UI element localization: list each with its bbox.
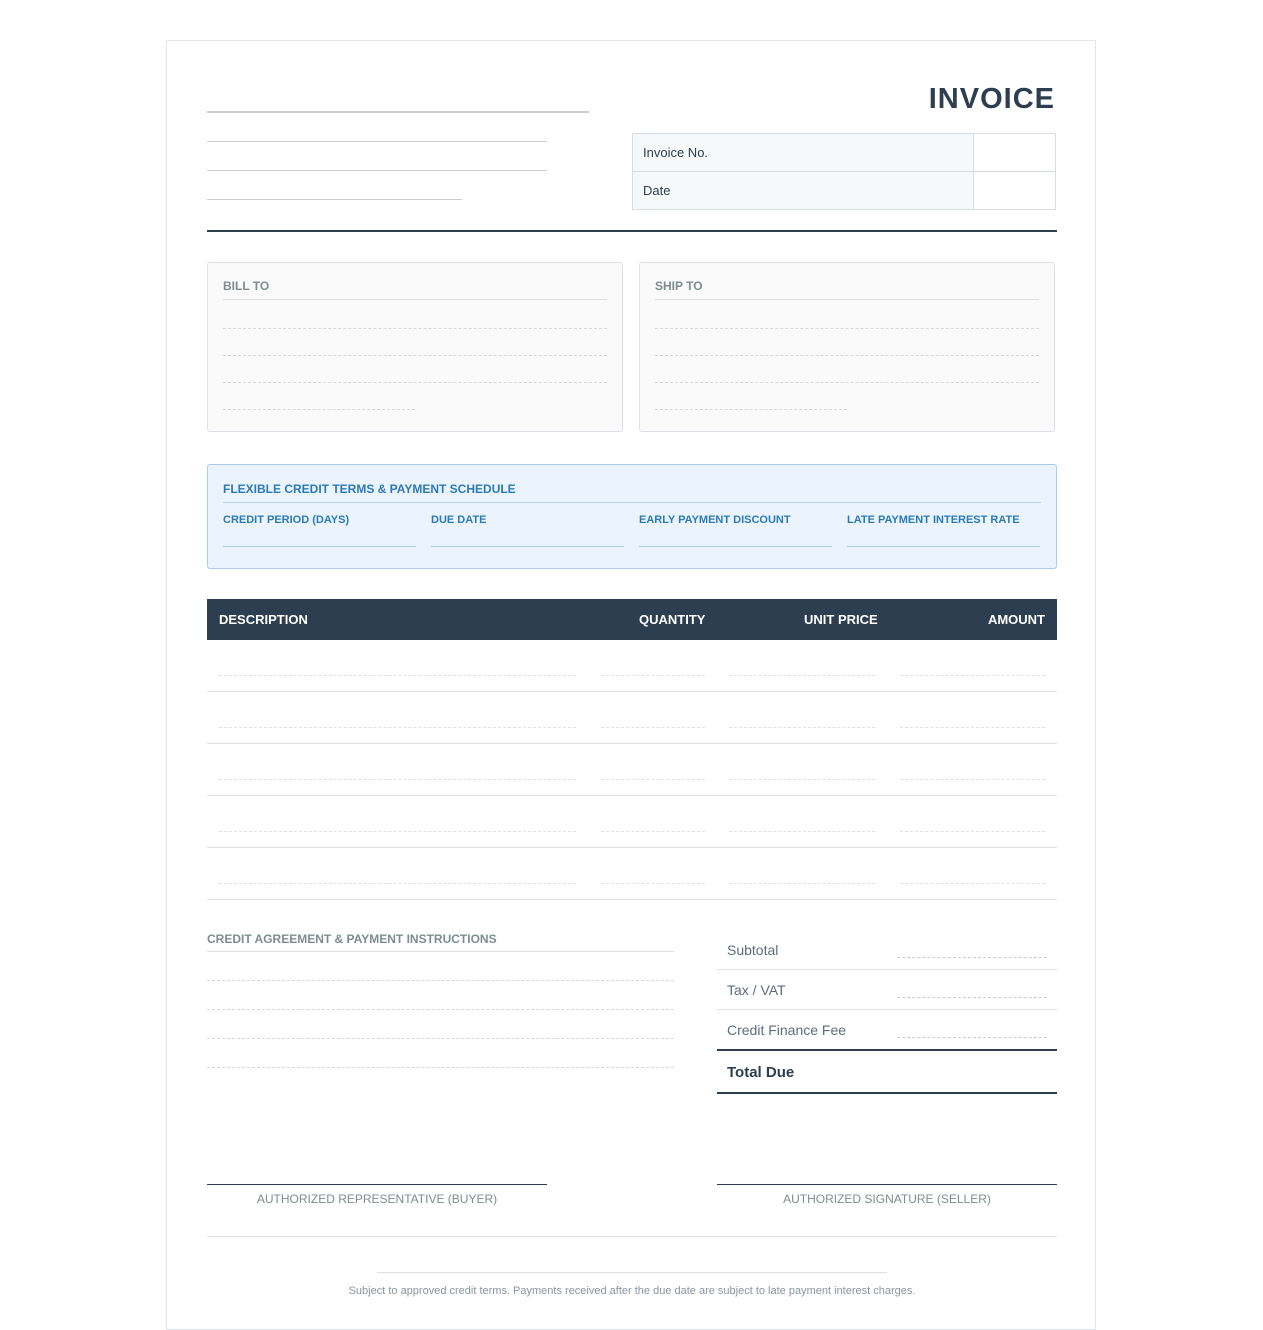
col-description: DESCRIPTION xyxy=(219,612,308,627)
company-contact-line[interactable] xyxy=(207,199,462,200)
unit-price-cell[interactable] xyxy=(729,883,875,884)
table-row xyxy=(207,848,1057,900)
seller-signature-label: AUTHORIZED SIGNATURE (SELLER) xyxy=(783,1192,991,1206)
col-unit-price: UNIT PRICE xyxy=(804,612,878,627)
ship-to-line[interactable] xyxy=(655,409,847,410)
finance-fee-field[interactable] xyxy=(897,1037,1047,1038)
subtotal-label: Subtotal xyxy=(727,942,779,958)
company-address-line-1[interactable] xyxy=(207,141,547,142)
notes-line[interactable] xyxy=(207,1067,674,1068)
description-cell[interactable] xyxy=(219,831,576,832)
amount-cell[interactable] xyxy=(900,779,1045,780)
early-discount-input-line[interactable] xyxy=(639,546,832,547)
amount-cell[interactable] xyxy=(900,675,1045,676)
due-date-input-line[interactable] xyxy=(431,546,624,547)
amount-cell[interactable] xyxy=(900,831,1045,832)
late-interest-input-line[interactable] xyxy=(847,546,1040,547)
late-interest-field[interactable] xyxy=(847,514,1040,547)
due-date-label: DUE DATE xyxy=(431,514,487,526)
invoice-date-field[interactable] xyxy=(974,172,1056,210)
credit-period-label: CREDIT PERIOD (DAYS) xyxy=(223,514,350,526)
notes-line[interactable] xyxy=(207,980,674,981)
invoice-title: INVOICE xyxy=(928,83,1055,115)
table-row xyxy=(207,744,1057,796)
footer-short-divider xyxy=(377,1272,887,1273)
tax-field[interactable] xyxy=(897,997,1047,998)
credit-terms-panel xyxy=(207,464,1057,569)
buyer-signature-line[interactable] xyxy=(207,1184,547,1185)
invoice-number-label: Invoice No. xyxy=(633,134,974,172)
quantity-cell[interactable] xyxy=(601,779,705,780)
notes-line[interactable] xyxy=(207,1038,674,1039)
subtotal-field[interactable] xyxy=(897,957,1047,958)
quantity-cell[interactable] xyxy=(601,883,705,884)
description-cell[interactable] xyxy=(219,883,576,884)
unit-price-cell[interactable] xyxy=(729,727,875,728)
ship-to-line[interactable] xyxy=(655,355,1039,356)
seller-signature[interactable] xyxy=(717,1184,1057,1206)
ship-to-line[interactable] xyxy=(655,328,1039,329)
subtotal-row xyxy=(717,930,1057,970)
finance-fee-label: Credit Finance Fee xyxy=(727,1022,847,1038)
invoice-meta-table xyxy=(632,133,1056,210)
notes-title: CREDIT AGREEMENT & PAYMENT INSTRUCTIONS xyxy=(207,932,674,952)
unit-price-cell[interactable] xyxy=(729,831,875,832)
company-address-line-2[interactable] xyxy=(207,170,547,171)
total-due-label: Total Due xyxy=(727,1064,795,1081)
invoice-date-label: Date xyxy=(633,172,974,210)
bill-to-title: BILL TO xyxy=(223,279,607,300)
bill-to-box xyxy=(207,262,623,432)
description-cell[interactable] xyxy=(219,779,576,780)
invoice-number-row xyxy=(633,134,1056,172)
tax-row xyxy=(717,970,1057,1010)
quantity-cell[interactable] xyxy=(601,727,705,728)
table-row xyxy=(207,640,1057,692)
tax-label: Tax / VAT xyxy=(727,982,786,998)
invoice-sheet xyxy=(166,40,1096,1330)
amount-cell[interactable] xyxy=(900,883,1045,884)
quantity-cell[interactable] xyxy=(601,831,705,832)
items-table-header xyxy=(207,599,1057,640)
buyer-signature-label: AUTHORIZED REPRESENTATIVE (BUYER) xyxy=(256,1192,498,1206)
unit-price-cell[interactable] xyxy=(729,675,875,676)
total-due-row xyxy=(717,1049,1057,1094)
buyer-signature[interactable] xyxy=(207,1184,547,1206)
quantity-cell[interactable] xyxy=(601,675,705,676)
company-name-line[interactable] xyxy=(207,111,589,113)
seller-signature-line[interactable] xyxy=(717,1184,1057,1185)
early-discount-label: EARLY PAYMENT DISCOUNT xyxy=(639,514,791,526)
ship-to-line[interactable] xyxy=(655,382,1039,383)
bill-to-line[interactable] xyxy=(223,409,415,410)
ship-to-title: SHIP TO xyxy=(655,279,1039,300)
bill-to-line[interactable] xyxy=(223,328,607,329)
bill-to-line[interactable] xyxy=(223,382,607,383)
invoice-date-row xyxy=(633,172,1056,210)
footer-divider xyxy=(207,1236,1057,1237)
invoice-number-field[interactable] xyxy=(974,134,1056,172)
finance-fee-row xyxy=(717,1010,1057,1050)
early-discount-field[interactable] xyxy=(639,514,832,547)
unit-price-cell[interactable] xyxy=(729,779,875,780)
credit-period-input-line[interactable] xyxy=(223,546,416,547)
col-quantity: QUANTITY xyxy=(639,612,706,627)
bill-to-line[interactable] xyxy=(223,355,607,356)
due-date-field[interactable] xyxy=(431,514,624,547)
table-row xyxy=(207,692,1057,744)
footer-note: Subject to approved credit terms. Payments received after the due date are subject to late payment interest charges. xyxy=(348,1285,916,1297)
table-row xyxy=(207,796,1057,848)
credit-period-field[interactable] xyxy=(223,514,416,547)
col-amount: AMOUNT xyxy=(987,612,1045,627)
notes-line[interactable] xyxy=(207,1009,674,1010)
amount-cell[interactable] xyxy=(900,727,1045,728)
description-cell[interactable] xyxy=(219,727,576,728)
late-interest-label: LATE PAYMENT INTEREST RATE xyxy=(847,514,1020,526)
credit-terms-title: FLEXIBLE CREDIT TERMS & PAYMENT SCHEDULE xyxy=(223,482,1041,503)
ship-to-box xyxy=(639,262,1055,432)
description-cell[interactable] xyxy=(219,675,576,676)
header-divider xyxy=(207,230,1057,232)
